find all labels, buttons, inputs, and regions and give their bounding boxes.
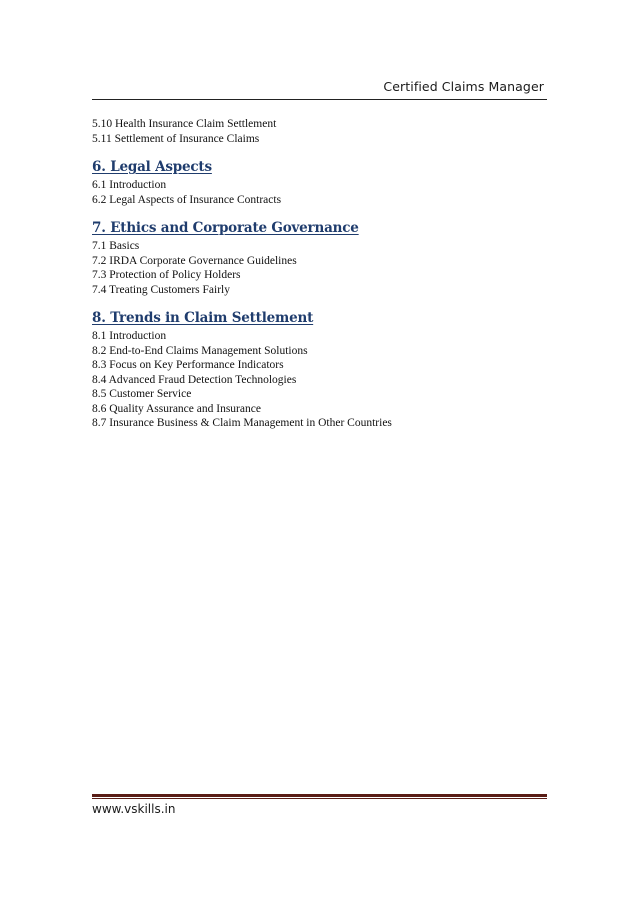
toc-item-6-2: 6.2 Legal Aspects of Insurance Contracts (92, 193, 282, 206)
header-divider (92, 99, 547, 100)
toc-item-7-3: 7.3 Protection of Policy Holders (92, 269, 241, 281)
footer-divider-thin (92, 798, 547, 799)
toc-item-6-1: 6.1 Introduction (92, 179, 167, 191)
toc-item-5-11: 5.11 Settlement of Insurance Claims (92, 132, 260, 145)
footer-url: www.vskills.in (92, 802, 176, 816)
section-7-list (92, 239, 547, 297)
section-6-list (92, 178, 547, 207)
toc-item-7-2: 7.2 IRDA Corporate Governance Guidelines (92, 254, 297, 267)
toc-item-8-3: 8.3 Focus on Key Performance Indicators (92, 359, 284, 371)
toc-item-5-10: 5.10 Health Insurance Claim Settlement (92, 118, 277, 130)
section-8-heading: 8. Trends in Claim Settlement (92, 310, 314, 326)
toc-item-8-6: 8.6 Quality Assurance and Insurance (92, 402, 261, 415)
toc-item-8-2: 8.2 End-to-End Claims Management Solutions (92, 344, 308, 357)
table-of-contents (92, 117, 547, 431)
footer-divider-thick (92, 794, 547, 797)
toc-item-8-1: 8.1 Introduction (92, 330, 167, 342)
section-7-heading: 7. Ethics and Corporate Governance (92, 220, 359, 236)
toc-item-8-7: 8.7 Insurance Business & Claim Management in Other Countries (92, 417, 392, 429)
toc-item-7-4: 7.4 Treating Customers Fairly (92, 283, 231, 296)
toc-item-8-5: 8.5 Customer Service (92, 388, 192, 400)
section-8-list (92, 329, 547, 431)
section-6-heading: 6. Legal Aspects (92, 159, 212, 175)
section-5-list (92, 117, 547, 146)
toc-item-8-4: 8.4 Advanced Fraud Detection Technologies (92, 373, 297, 386)
header-title: Certified Claims Manager (383, 79, 544, 94)
toc-item-7-1: 7.1 Basics (92, 240, 140, 252)
